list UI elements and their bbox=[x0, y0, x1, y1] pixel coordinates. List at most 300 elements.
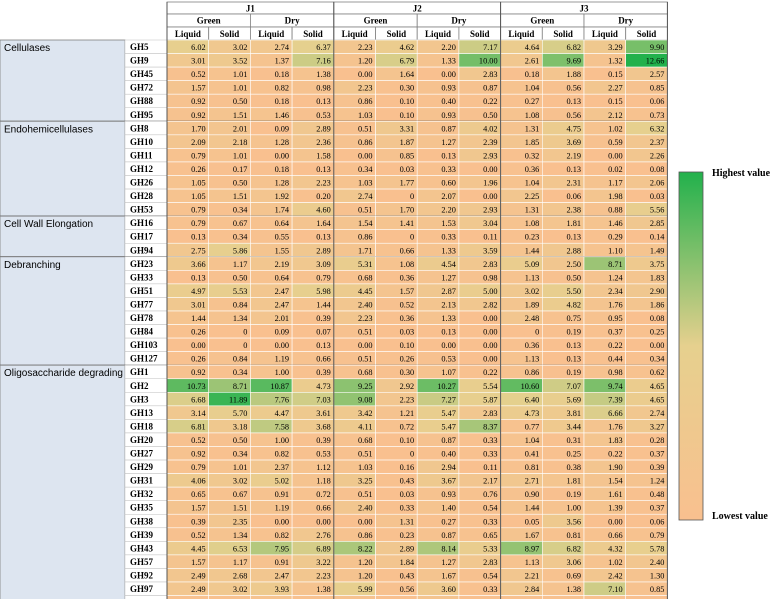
cell-value: 3.68 bbox=[316, 422, 331, 432]
cell-value: 1.74 bbox=[274, 205, 290, 215]
cell-value: 1.76 bbox=[608, 300, 623, 310]
cell-value: 2.85 bbox=[649, 219, 665, 229]
cell-value: 5.47 bbox=[441, 408, 456, 418]
cell-value: 7.76 bbox=[274, 395, 290, 405]
header-subgroup-label: Dry bbox=[618, 15, 634, 26]
cell-value: 2.47 bbox=[274, 571, 290, 581]
cell-value: 1.40 bbox=[441, 503, 456, 513]
cell-value: 2.09 bbox=[191, 137, 206, 147]
cell-value: 0.79 bbox=[191, 463, 206, 473]
cell-value: 0.13 bbox=[441, 327, 456, 337]
cell-value: 2.68 bbox=[232, 571, 248, 581]
cell-value: 1.49 bbox=[649, 246, 665, 256]
cell-value: 1.21 bbox=[399, 408, 415, 418]
cell-value: 0.09 bbox=[274, 124, 290, 134]
cell-value: 2.34 bbox=[608, 286, 623, 296]
cell-value: 1.55 bbox=[274, 246, 290, 256]
cell-value: 1.58 bbox=[316, 151, 331, 161]
cell-value: 0.79 bbox=[191, 205, 206, 215]
cell-value: 0.54 bbox=[483, 571, 498, 581]
cell-value: 2.89 bbox=[316, 124, 331, 134]
cell-value: 4.73 bbox=[524, 408, 540, 418]
row-group-cell bbox=[0, 121, 125, 216]
cell-value: 0.23 bbox=[399, 530, 415, 540]
cell-value: 1.27 bbox=[441, 137, 456, 147]
cell-value: 3.02 bbox=[232, 43, 248, 52]
cell-value: 0.11 bbox=[483, 232, 498, 242]
cell-value: 2.18 bbox=[232, 137, 248, 147]
cell-value: 1.81 bbox=[566, 219, 581, 229]
cell-value: 0.00 bbox=[608, 517, 623, 527]
cell-value: 1.08 bbox=[399, 259, 415, 269]
cell-value: 4.65 bbox=[649, 395, 665, 405]
cell-value: 0.34 bbox=[232, 368, 248, 378]
row-label: GH78 bbox=[130, 313, 154, 323]
cell-value: 3.25 bbox=[357, 476, 373, 486]
cell-value: 3.61 bbox=[316, 408, 331, 418]
cell-value: 0.60 bbox=[441, 178, 456, 188]
header-group-label: J1 bbox=[245, 3, 255, 14]
cell-value: 0 bbox=[535, 327, 540, 337]
cell-value: 0.34 bbox=[232, 232, 248, 242]
cell-value: 1.37 bbox=[274, 56, 290, 66]
cell-value: 1.53 bbox=[441, 219, 456, 229]
cell-value: 0.51 bbox=[357, 205, 373, 215]
cell-value: 0.18 bbox=[524, 70, 540, 80]
cell-value: 0.65 bbox=[191, 490, 206, 500]
cell-value: 0.13 bbox=[566, 341, 581, 351]
cell-value: 2.83 bbox=[483, 408, 498, 418]
cell-value: 0.33 bbox=[483, 517, 498, 527]
cell-value: 2.94 bbox=[441, 463, 456, 473]
cell-value: 0.98 bbox=[483, 273, 498, 283]
cell-value: 7.95 bbox=[274, 544, 290, 554]
cell-value: 0.13 bbox=[566, 232, 581, 242]
cell-value: 0.10 bbox=[399, 341, 415, 351]
cell-value: 0.37 bbox=[608, 327, 623, 337]
cell-value: 1.57 bbox=[191, 83, 206, 93]
cell-value: 4.97 bbox=[191, 286, 206, 296]
cell-value: 0.69 bbox=[566, 571, 581, 581]
cell-value: 0.50 bbox=[232, 97, 248, 107]
header-subgroup-label: Green bbox=[530, 15, 555, 26]
cell-value: 10.60 bbox=[520, 381, 540, 391]
cell-value: 0.51 bbox=[357, 449, 373, 459]
cell-value: 1.02 bbox=[608, 557, 623, 567]
cell-value: 4.73 bbox=[316, 381, 331, 391]
cell-value: 1.31 bbox=[524, 205, 540, 215]
cell-value: 4.45 bbox=[357, 286, 373, 296]
row-group-label: Cellulases bbox=[4, 43, 51, 54]
cell-value: 1.92 bbox=[274, 192, 290, 202]
cell-value: 0.00 bbox=[483, 354, 498, 364]
cell-value: 0.72 bbox=[316, 490, 331, 500]
cell-value: 1.57 bbox=[191, 503, 206, 513]
cell-value: 0.34 bbox=[649, 354, 665, 364]
cell-value: 0.39 bbox=[316, 314, 331, 323]
header-column-label: Solid bbox=[303, 29, 323, 39]
cell-value: 10.87 bbox=[270, 381, 290, 391]
cell-value: 0.68 bbox=[357, 435, 373, 445]
row-label: GH57 bbox=[130, 556, 154, 567]
cell-value: 0.55 bbox=[274, 232, 290, 242]
cell-value: 4.32 bbox=[608, 544, 623, 554]
cell-value: 2.76 bbox=[316, 530, 331, 540]
cell-value: 2.17 bbox=[483, 476, 498, 486]
cell-value: 0.32 bbox=[524, 151, 540, 161]
cell-value: 4.60 bbox=[316, 205, 331, 215]
cell-value: 1.38 bbox=[566, 585, 581, 594]
cell-value: 2.36 bbox=[316, 137, 331, 147]
cell-value: 1.31 bbox=[524, 124, 540, 134]
cell-value: 1.89 bbox=[524, 300, 540, 310]
cell-value: 0.95 bbox=[608, 314, 623, 323]
header-subgroup-label: Dry bbox=[451, 15, 467, 26]
cell-value: 0.06 bbox=[566, 192, 581, 202]
row-label: GH13 bbox=[130, 407, 154, 418]
cell-value: 0.26 bbox=[191, 164, 206, 174]
cell-value: 7.16 bbox=[316, 56, 331, 66]
cell-value: 3.67 bbox=[441, 476, 456, 486]
cell-value: 1.57 bbox=[191, 557, 206, 567]
cell-value: 0.14 bbox=[649, 232, 665, 242]
cell-value: 1.20 bbox=[357, 557, 373, 567]
cell-value: 1.33 bbox=[441, 246, 456, 256]
cell-value: 3.02 bbox=[524, 286, 540, 296]
cell-value: 8.71 bbox=[608, 259, 623, 269]
cell-value: 4.54 bbox=[441, 259, 456, 269]
cell-value: 0.87 bbox=[483, 83, 498, 93]
cell-value: 1.13 bbox=[524, 354, 540, 364]
cell-value: 0.33 bbox=[399, 503, 415, 513]
cell-value: 0.33 bbox=[441, 232, 456, 242]
cell-value: 0.27 bbox=[524, 97, 540, 107]
cell-value: 0.00 bbox=[483, 314, 498, 323]
cell-value: 5.50 bbox=[566, 286, 581, 296]
cell-value: 1.67 bbox=[441, 571, 456, 581]
cell-value: 0.85 bbox=[649, 585, 665, 594]
cell-value: 1.90 bbox=[608, 463, 623, 473]
cell-value: 0.38 bbox=[566, 463, 581, 473]
cell-value: 1.27 bbox=[441, 557, 456, 567]
header-subgroup-label: Dry bbox=[284, 15, 300, 26]
cell-value: 1.34 bbox=[232, 530, 248, 540]
cell-value: 0.15 bbox=[608, 70, 623, 80]
cell-value: 4.11 bbox=[358, 422, 373, 432]
cell-value: 2.89 bbox=[316, 246, 331, 256]
cell-value: 9.74 bbox=[608, 381, 623, 391]
cell-value: 0.82 bbox=[274, 449, 290, 459]
cell-value: 2.23 bbox=[316, 178, 331, 188]
cell-value: 0.16 bbox=[399, 463, 415, 473]
cell-value: 1.83 bbox=[608, 435, 623, 445]
row-label: GH94 bbox=[130, 245, 154, 256]
cell-value: 2.40 bbox=[357, 300, 373, 310]
cell-value: 0.39 bbox=[316, 435, 331, 445]
cell-value: 0.68 bbox=[357, 368, 373, 378]
cell-value: 0.82 bbox=[274, 530, 290, 540]
cell-value: 3.01 bbox=[191, 56, 206, 66]
cell-value: 9.90 bbox=[649, 43, 665, 52]
cell-value: 0.13 bbox=[316, 97, 331, 107]
cell-value: 0.06 bbox=[649, 517, 665, 527]
row-label: GH95 bbox=[130, 109, 154, 120]
cell-value: 0.37 bbox=[649, 503, 665, 513]
cell-value: 0.86 bbox=[357, 232, 373, 242]
cell-value: 0.66 bbox=[316, 354, 331, 364]
cell-value: 2.82 bbox=[483, 300, 498, 310]
cell-value: 2.23 bbox=[357, 43, 373, 52]
row-label: GH29 bbox=[130, 462, 154, 473]
cell-value: 0.50 bbox=[232, 435, 248, 445]
cell-value: 2.23 bbox=[357, 314, 373, 323]
cell-value: 0.50 bbox=[566, 273, 581, 283]
cell-value: 2.74 bbox=[274, 43, 290, 52]
row-label: GH32 bbox=[130, 489, 154, 500]
cell-value: 1.46 bbox=[274, 110, 290, 120]
cell-value: 0.00 bbox=[316, 517, 331, 527]
cell-value: 1.08 bbox=[524, 110, 540, 120]
row-label: GH11 bbox=[130, 150, 153, 161]
cell-value: 1.18 bbox=[316, 476, 331, 486]
cell-value: 5.53 bbox=[232, 286, 248, 296]
row-label: GH28 bbox=[130, 191, 154, 202]
cell-value: 2.49 bbox=[191, 585, 206, 594]
cell-value: 0.66 bbox=[399, 246, 415, 256]
cell-value: 0.72 bbox=[399, 422, 415, 432]
header-column-label: Liquid bbox=[425, 29, 452, 39]
cell-value: 1.51 bbox=[232, 192, 248, 202]
cell-value: 1.00 bbox=[274, 435, 290, 445]
cell-value: 0.22 bbox=[608, 449, 623, 459]
cell-value: 6.82 bbox=[566, 43, 581, 52]
cell-value: 0.91 bbox=[274, 490, 290, 500]
cell-value: 0.13 bbox=[566, 164, 581, 174]
row-label: GH35 bbox=[130, 502, 154, 513]
cell-value: 0.22 bbox=[483, 97, 498, 107]
cell-value: 0.17 bbox=[232, 164, 248, 174]
cell-value: 3.09 bbox=[316, 259, 331, 269]
cell-value: 7.58 bbox=[274, 422, 290, 432]
cell-value: 4.82 bbox=[566, 300, 581, 310]
cell-value: 2.40 bbox=[649, 557, 665, 567]
cell-value: 1.31 bbox=[399, 517, 415, 527]
cell-value: 5.33 bbox=[483, 544, 498, 554]
cell-value: 0.48 bbox=[649, 490, 665, 500]
cell-value: 5.02 bbox=[274, 476, 290, 486]
cell-value: 3.42 bbox=[357, 408, 373, 418]
cell-value: 1.38 bbox=[316, 70, 331, 80]
cell-value: 0.00 bbox=[608, 151, 623, 161]
cell-value: 0.92 bbox=[191, 110, 206, 120]
cell-value: 2.31 bbox=[566, 178, 581, 188]
cell-value: 0.23 bbox=[524, 232, 540, 242]
cell-value: 0.06 bbox=[649, 97, 665, 107]
row-label: GH10 bbox=[130, 136, 154, 147]
cell-value: 0.00 bbox=[274, 517, 290, 527]
row-label: GH43 bbox=[130, 543, 154, 554]
row-group-label: Endohemicellulases bbox=[4, 124, 93, 136]
cell-value: 0.00 bbox=[483, 192, 498, 202]
cell-value: 0.87 bbox=[441, 530, 456, 540]
cell-value: 6.66 bbox=[608, 408, 623, 418]
row-label: GH16 bbox=[130, 218, 154, 229]
cell-value: 5.86 bbox=[232, 246, 248, 256]
cell-value: 1.01 bbox=[232, 463, 248, 473]
cell-value: 4.62 bbox=[399, 43, 415, 52]
row-group-label: Oligosaccharide degrading bbox=[4, 368, 123, 380]
cell-value: 8.37 bbox=[483, 422, 498, 432]
cell-value: 1.44 bbox=[524, 246, 540, 256]
cell-value: 1.57 bbox=[399, 286, 415, 296]
cell-value: 0.79 bbox=[316, 273, 331, 283]
cell-value: 0.31 bbox=[566, 435, 581, 445]
cell-value: 5.54 bbox=[483, 381, 498, 391]
cell-value: 0.39 bbox=[191, 517, 206, 527]
cell-value: 8.71 bbox=[232, 381, 248, 391]
cell-value: 0.53 bbox=[441, 354, 456, 364]
cell-value: 2.71 bbox=[524, 476, 540, 486]
cell-value: 0.28 bbox=[649, 435, 665, 445]
cell-value: 0 bbox=[410, 192, 415, 202]
cell-value: 0.13 bbox=[191, 273, 206, 283]
cell-value: 0.79 bbox=[191, 219, 206, 229]
row-label: GH17 bbox=[130, 231, 154, 242]
cell-value: 2.23 bbox=[399, 395, 415, 405]
cell-value: 1.17 bbox=[608, 178, 623, 188]
cell-value: 1.02 bbox=[608, 124, 623, 134]
cell-value: 0.62 bbox=[649, 368, 665, 378]
cell-value: 5.09 bbox=[524, 259, 540, 269]
cell-value: 1.01 bbox=[232, 70, 248, 80]
cell-value: 0.08 bbox=[649, 164, 665, 174]
cell-value: 0.00 bbox=[274, 341, 290, 351]
cell-value: 0.13 bbox=[566, 354, 581, 364]
cell-value: 1.20 bbox=[357, 571, 373, 581]
cell-value: 0.34 bbox=[232, 449, 248, 459]
cell-value: 1.98 bbox=[608, 192, 623, 202]
cell-value: 7.39 bbox=[608, 395, 623, 405]
cell-value: 6.40 bbox=[524, 395, 540, 405]
cell-value: 5.69 bbox=[566, 395, 581, 405]
cell-value: 2.35 bbox=[232, 517, 248, 527]
cell-value: 3.81 bbox=[566, 408, 581, 418]
cell-value: 1.03 bbox=[357, 463, 373, 473]
cell-value: 1.77 bbox=[399, 178, 415, 188]
cell-value: 2.75 bbox=[191, 246, 206, 256]
header-column-label: Liquid bbox=[341, 29, 368, 39]
cell-value: 1.28 bbox=[274, 178, 290, 188]
cell-value: 0.03 bbox=[399, 164, 415, 174]
cell-value: 0.00 bbox=[483, 341, 498, 351]
cell-value: 1.17 bbox=[232, 557, 248, 567]
cell-value: 1.13 bbox=[524, 273, 540, 283]
cell-value: 0.00 bbox=[483, 327, 498, 337]
row-label: GH92 bbox=[130, 570, 154, 581]
cell-value: 10.27 bbox=[437, 381, 456, 391]
row-group-label: Debranching bbox=[4, 259, 61, 271]
cell-value: 0.59 bbox=[608, 137, 623, 147]
cell-value: 1.13 bbox=[524, 557, 540, 567]
cell-value: 0.22 bbox=[483, 368, 498, 378]
cell-value: 0.64 bbox=[274, 273, 290, 283]
cell-value: 2.57 bbox=[649, 70, 665, 80]
cell-value: 0.10 bbox=[399, 97, 415, 107]
cell-value: 2.47 bbox=[274, 286, 290, 296]
cell-value: 0.33 bbox=[483, 435, 498, 445]
cell-value: 0.85 bbox=[649, 83, 665, 93]
cell-value: 0.26 bbox=[191, 354, 206, 364]
cell-value: 0.43 bbox=[399, 476, 415, 486]
cell-value: 2.37 bbox=[649, 137, 665, 147]
cell-value: 0.00 bbox=[441, 70, 456, 80]
cell-value: 1.51 bbox=[232, 503, 248, 513]
cell-value: 0.56 bbox=[566, 83, 581, 93]
cell-value: 8.97 bbox=[524, 544, 540, 554]
cell-value: 2.74 bbox=[357, 192, 373, 202]
cell-value: 5.70 bbox=[232, 408, 248, 418]
cell-value: 1.44 bbox=[524, 503, 540, 513]
cell-value: 5.87 bbox=[483, 395, 498, 405]
cell-value: 0.81 bbox=[566, 530, 581, 540]
cell-value: 7.07 bbox=[566, 381, 581, 391]
cell-value: 0.64 bbox=[274, 219, 290, 229]
cell-value: 3.69 bbox=[566, 137, 581, 147]
cell-value: 2.26 bbox=[649, 151, 665, 161]
row-label: GH12 bbox=[130, 163, 154, 174]
cell-value: 0.85 bbox=[399, 151, 415, 161]
cell-value: 0.00 bbox=[274, 151, 290, 161]
cell-value: 0.19 bbox=[566, 368, 581, 378]
row-group-cell bbox=[0, 257, 125, 365]
cell-value: 2.13 bbox=[441, 300, 456, 310]
cell-value: 0.26 bbox=[399, 354, 415, 364]
cell-value: 1.44 bbox=[191, 314, 206, 323]
cell-value: 0.67 bbox=[232, 490, 248, 500]
cell-value: 3.59 bbox=[483, 246, 498, 256]
cell-value: 0 bbox=[243, 341, 248, 351]
cell-value: 3.75 bbox=[649, 259, 665, 269]
cell-value: 0.25 bbox=[649, 327, 665, 337]
cell-value: 1.19 bbox=[274, 354, 290, 364]
cell-value: 8.22 bbox=[357, 544, 373, 554]
cell-value: 5.31 bbox=[357, 259, 373, 269]
cell-value: 0.07 bbox=[316, 327, 331, 337]
cell-value: 2.93 bbox=[483, 151, 498, 161]
cell-value: 0.09 bbox=[274, 327, 290, 337]
cell-value: 8.14 bbox=[441, 544, 456, 554]
cell-value: 0.52 bbox=[399, 300, 415, 310]
cell-value: 0.87 bbox=[441, 124, 456, 134]
cell-value: 0.00 bbox=[483, 164, 498, 174]
cell-value: 3.60 bbox=[441, 585, 456, 594]
cell-value: 0.98 bbox=[608, 368, 623, 378]
cell-value: 12.66 bbox=[645, 56, 665, 66]
row-label: GH2 bbox=[130, 380, 149, 391]
cell-value: 0.79 bbox=[191, 151, 206, 161]
cell-value: 1.19 bbox=[274, 503, 290, 513]
cell-value: 2.74 bbox=[649, 408, 665, 418]
cell-value: 1.70 bbox=[191, 124, 206, 134]
cell-value: 2.19 bbox=[566, 151, 581, 161]
cell-value: 0.13 bbox=[316, 164, 331, 174]
cell-value: 0.33 bbox=[483, 585, 498, 594]
cell-value: 0.00 bbox=[357, 517, 373, 527]
cell-value: 0.40 bbox=[441, 97, 456, 107]
row-label: GH23 bbox=[130, 258, 154, 269]
cell-value: 0.18 bbox=[274, 97, 290, 107]
cell-value: 2.88 bbox=[566, 246, 581, 256]
